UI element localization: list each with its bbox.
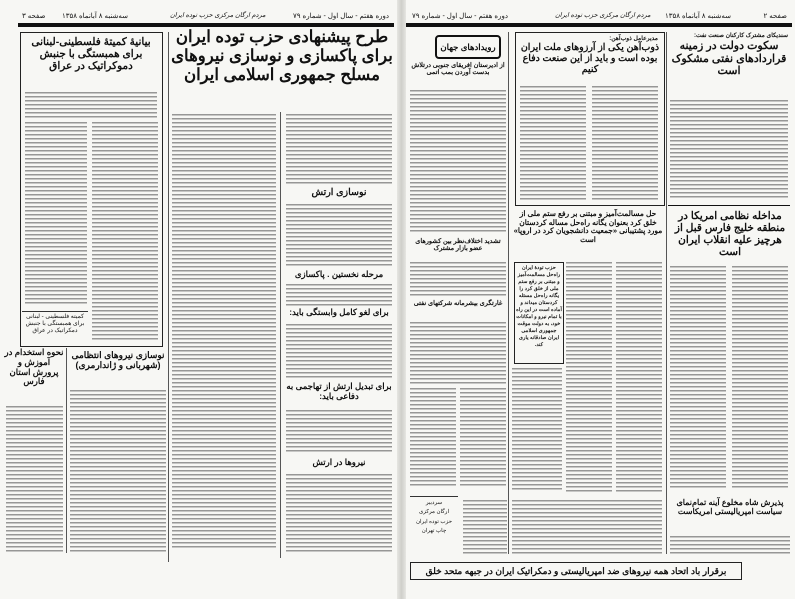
article-text [460,388,506,488]
masthead-line: چاپ تهران [421,528,447,535]
article-text [410,262,506,296]
masthead-logo: مردم ارگان مرکزی حزب توده ایران [170,12,266,19]
masthead-box [410,496,458,536]
page-number: صفحه ۲ [763,13,787,20]
article-text [512,500,662,555]
subhead: نوسازی ارتش [311,187,367,198]
oil-contracts-headline: سکوت دولت در زمینه قراردادهای نفتی مشکوک است [671,40,787,78]
subhead: برای لغو کامل وابستگی باید: [289,307,389,317]
article-text [616,262,662,492]
article-text [286,324,392,378]
article-text [25,122,87,306]
page-number: صفحه ۳ [22,13,46,20]
page-date: سه‌شنبه ۸ آبانماه ۱۳۵۸ [665,13,731,20]
article-text [410,90,506,234]
oil-contracts-kicker: سندیکای مشترک کارکنان صنعت نفت: [694,33,788,39]
article-text [286,474,392,552]
palestine-statement-signature: کمیته فلسطینی - لبنانی برای همبستگی با جنبش دمکراتیک در عراق [22,311,88,335]
article-text [286,204,392,266]
article-text [172,114,276,550]
header-rule [18,23,394,27]
article-text [732,266,788,490]
bottom-banner: برقرار باد اتحاد همه نیروهای ضد امپریالیستی و دمکراتیک ایران در جبهه متحد خلق [410,562,742,580]
masthead-line: ارگان مرکزی [419,509,449,516]
shah-headline: پذیرش شاه مخلوع آینه تمام‌نمای سیاست امپریالیستی امریکاست [676,498,784,517]
article-text [670,536,790,556]
subhead: برای تبدیل ارتش از تهاجمی به دفاعی باید: [286,381,392,401]
kurdistan-headline: حل مسالمت‌آمیز و مبتنی بر رفع ستم ملی از خلق کرد بعنوان یگانه راه‌حل مساله کردستان مورد پشتیبانی «جمعیت دانشجویان کرد در اروپا» است [513,209,663,244]
steel-kicker: مدیرعامل ذوب‌آهن: [609,36,658,42]
article-text [286,114,392,184]
world-events-headline: از ادیرستان افریقای جنوبی درتلاش بدست آوردن بمب اتمی [411,62,505,77]
subhead: نیروها در ارتش [312,457,366,467]
article-text [410,322,506,384]
article-text [70,390,166,553]
eu-headline: تشدید اختلاف‌نظر بین کشورهای عضو بازار مشترک [415,238,501,253]
masthead-line: سردبیر [425,500,443,506]
steel-headline: ذوب‌آهن یکی از آرزوهای ملت ایران بوده است و باید از این صنعت دفاع کنیم [520,42,660,75]
issue-info: دوره هفتم - سال اول - شماره ۷۹ [412,13,508,20]
palestine-statement-title: بیانیهٔ کمیتهٔ فلسطینی-لبنانی برای همبستگی با جنبش دموکراتیک در عراق [31,36,151,73]
article-text [92,122,158,342]
masthead-logo: مردم ارگان مرکزی حزب توده ایران [555,12,651,19]
subhead: مرحله نخستین . پاکسازی [294,269,384,279]
article-text [286,284,392,306]
article-text [25,92,157,118]
article-text [520,86,586,200]
article-text [6,406,63,553]
issue-info: دوره هفتم - سال اول - شماره ۷۹ [293,13,389,20]
article-text [670,100,788,200]
article-text [592,86,658,200]
world-events-logo: رویدادهای جهان [435,35,501,59]
masthead-line: حزب توده ایران [415,518,453,525]
oil-companies-headline: غارتگری بیشرمانه شرکتهای نفتی [413,300,503,307]
kurdistan-party-statement: حزب تودهٔ ایران راه‌حل مسالمت‌آمیز و مبتنی بر رفع ستم ملی از خلق کرد را یگانه راه‌حل مسئله کردستان میداند و آماده است در این راه با تمام نیرو و امکانات خود، به دولت موقت جمهوری اسلامی ایران صادقانه یاری کند. [516,265,562,349]
page-gutter [397,0,406,599]
header-rule [406,23,792,27]
article-text [410,388,456,488]
page-date: سه‌شنبه ۸ آبانماه ۱۳۵۸ [62,13,128,20]
article-text [566,262,612,492]
us-intervention-headline: مداخله نظامی امریکا در منطقه خلیج فارس قبل از هرچیز علیه انقلاب ایران است [674,210,786,259]
main-headline: طرح پیشنهادی حزب توده ایران برای پاکسازی و نوسازی نیروهای مسلح جمهوری اسلامی ایران [171,28,393,84]
education-article-headline: نحوه استخدام در آموزش و پرورش استان فارس [4,347,64,387]
article-text [670,266,726,490]
article-text [463,500,507,555]
article-text [286,410,392,454]
article-text [512,368,562,492]
police-article-headline: نوسازی نیروهای انتظامی (شهربانی و ژاندارمری) [71,350,165,371]
